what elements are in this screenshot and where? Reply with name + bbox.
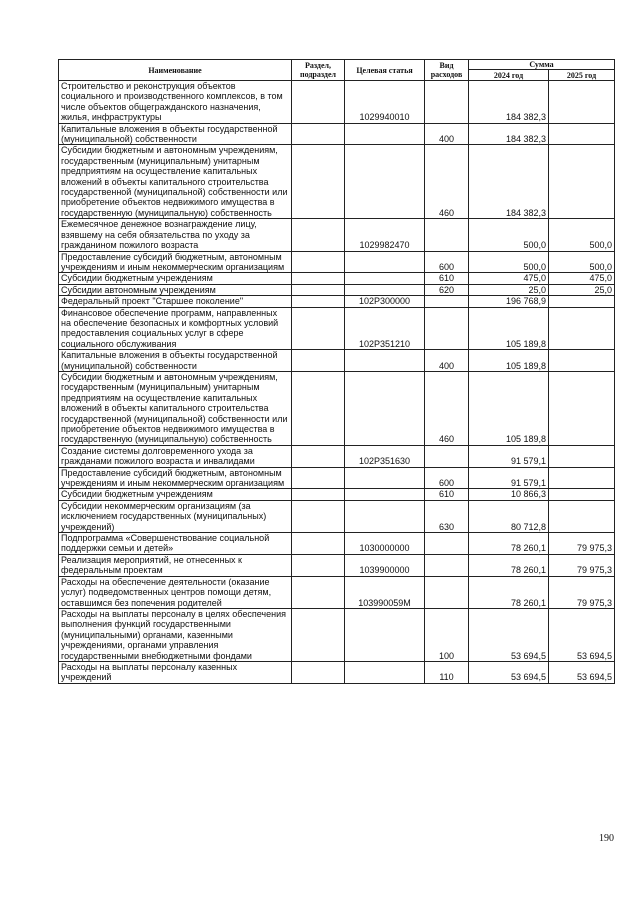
cell-sum-2025: 25,0 — [549, 284, 615, 295]
cell-article — [345, 284, 425, 295]
cell-sum-2024: 91 579,1 — [469, 467, 549, 489]
header-section: Раздел, подраздел — [292, 60, 345, 81]
cell-sum-2025: 79 975,3 — [549, 554, 615, 576]
cell-article: 103990059М — [345, 576, 425, 608]
table-row — [59, 145, 615, 219]
cell-sum-2025 — [549, 467, 615, 489]
cell-article — [345, 123, 425, 145]
cell-name: Предоставление субсидий бюджетным, автономным учреждениям и иным некоммерческим организациям — [59, 467, 292, 489]
cell-name: Субсидии бюджетным учреждениям — [59, 489, 292, 500]
cell-sum-2024: 500,0 — [469, 251, 549, 273]
budget-page — [58, 59, 614, 684]
cell-section — [292, 296, 345, 307]
cell-article: 102P300000 — [345, 296, 425, 307]
cell-name: Расходы на обеспечение деятельности (оказание услуг) подведомственных центров помощи детям, оставшимся без попечения родителей — [59, 576, 292, 608]
cell-sum-2025 — [549, 445, 615, 467]
cell-name: Расходы на выплаты персоналу в целях обеспечения выполнения функций государственными (муниципальными) органами, казенными учреждениями, органами управления государственными внебюджетными фондами — [59, 608, 292, 661]
cell-sum-2025 — [549, 296, 615, 307]
table-row — [59, 661, 615, 683]
cell-section — [292, 608, 345, 661]
cell-expense-type: 620 — [425, 284, 469, 295]
cell-sum-2024: 105 189,8 — [469, 371, 549, 445]
header-expense-type: Вид расходов — [425, 60, 469, 81]
cell-expense-type — [425, 576, 469, 608]
cell-name: Предоставление субсидий бюджетным, автономным учреждениям и иным некоммерческим организациям — [59, 251, 292, 273]
cell-expense-type: 630 — [425, 500, 469, 532]
cell-expense-type — [425, 219, 469, 251]
cell-section — [292, 533, 345, 555]
cell-sum-2025: 500,0 — [549, 251, 615, 273]
header-name: Наименование — [59, 60, 292, 81]
cell-section — [292, 284, 345, 295]
header-sum: Сумма — [469, 60, 615, 70]
cell-article: 102P351630 — [345, 445, 425, 467]
cell-expense-type: 400 — [425, 123, 469, 145]
cell-name: Реализация мероприятий, не отнесенных к федеральным проектам — [59, 554, 292, 576]
cell-expense-type: 610 — [425, 273, 469, 284]
table-row — [59, 123, 615, 145]
table-row — [59, 251, 615, 273]
cell-article: 1039900000 — [345, 554, 425, 576]
cell-sum-2025: 475,0 — [549, 273, 615, 284]
cell-article — [345, 500, 425, 532]
cell-sum-2024: 500,0 — [469, 219, 549, 251]
table-row — [59, 219, 615, 251]
cell-section — [292, 371, 345, 445]
cell-sum-2025 — [549, 145, 615, 219]
table-row — [59, 273, 615, 284]
cell-name: Финансовое обеспечение программ, направленных на обеспечение безопасных и комфортных условий предоставления социальных услуг в сфере социального обслуживания — [59, 307, 292, 350]
cell-section — [292, 273, 345, 284]
table-row — [59, 296, 615, 307]
cell-name: Капитальные вложения в объекты государственной (муниципальной) собственности — [59, 350, 292, 372]
table-row — [59, 350, 615, 372]
cell-expense-type — [425, 81, 469, 124]
cell-sum-2025 — [549, 500, 615, 532]
cell-expense-type: 460 — [425, 145, 469, 219]
table-row — [59, 81, 615, 124]
cell-sum-2025: 53 694,5 — [549, 608, 615, 661]
cell-sum-2025 — [549, 489, 615, 500]
cell-article: 102P351210 — [345, 307, 425, 350]
cell-sum-2024: 53 694,5 — [469, 608, 549, 661]
cell-section — [292, 500, 345, 532]
cell-article: 1030000000 — [345, 533, 425, 555]
cell-section — [292, 576, 345, 608]
cell-expense-type: 400 — [425, 350, 469, 372]
cell-sum-2024: 78 260,1 — [469, 533, 549, 555]
cell-section — [292, 554, 345, 576]
cell-sum-2025 — [549, 371, 615, 445]
cell-article — [345, 273, 425, 284]
table-row — [59, 467, 615, 489]
cell-article — [345, 489, 425, 500]
table-row — [59, 554, 615, 576]
table-header-row — [59, 60, 615, 70]
table-row — [59, 371, 615, 445]
header-article: Целевая статья — [345, 60, 425, 81]
cell-sum-2024: 78 260,1 — [469, 576, 549, 608]
cell-expense-type — [425, 296, 469, 307]
cell-name: Строительство и реконструкция объектов социального и производственного комплексов, в том числе объектов общегражданского назначения, жилья, инфраструктуры — [59, 81, 292, 124]
cell-section — [292, 489, 345, 500]
cell-sum-2024: 91 579,1 — [469, 445, 549, 467]
page-number: 190 — [599, 833, 614, 844]
cell-sum-2025 — [549, 123, 615, 145]
cell-sum-2025: 53 694,5 — [549, 661, 615, 683]
cell-sum-2024: 80 712,8 — [469, 500, 549, 532]
cell-article — [345, 608, 425, 661]
header-year-2025: 2025 год — [549, 70, 615, 81]
cell-expense-type: 610 — [425, 489, 469, 500]
cell-expense-type — [425, 554, 469, 576]
cell-expense-type — [425, 533, 469, 555]
cell-name: Субсидии автономным учреждениям — [59, 284, 292, 295]
cell-name: Субсидии некоммерческим организациям (за исключением государственных (муниципальных) учреждений) — [59, 500, 292, 532]
cell-name: Расходы на выплаты персоналу казенных учреждений — [59, 661, 292, 683]
cell-section — [292, 467, 345, 489]
cell-sum-2025 — [549, 307, 615, 350]
cell-sum-2025: 79 975,3 — [549, 576, 615, 608]
cell-section — [292, 81, 345, 124]
cell-sum-2024: 184 382,3 — [469, 123, 549, 145]
cell-sum-2024: 184 382,3 — [469, 81, 549, 124]
cell-section — [292, 307, 345, 350]
cell-name: Создание системы долговременного ухода за гражданами пожилого возраста и инвалидами — [59, 445, 292, 467]
cell-name: Ежемесячное денежное вознаграждение лицу, взявшему на себя обязательства по уходу за гражданином пожилого возраста — [59, 219, 292, 251]
cell-section — [292, 145, 345, 219]
cell-sum-2024: 475,0 — [469, 273, 549, 284]
cell-expense-type: 110 — [425, 661, 469, 683]
table-row — [59, 445, 615, 467]
cell-section — [292, 251, 345, 273]
cell-article — [345, 661, 425, 683]
cell-expense-type: 600 — [425, 251, 469, 273]
cell-sum-2024: 25,0 — [469, 284, 549, 295]
cell-sum-2025: 500,0 — [549, 219, 615, 251]
cell-sum-2025: 79 975,3 — [549, 533, 615, 555]
table-row — [59, 533, 615, 555]
cell-sum-2024: 53 694,5 — [469, 661, 549, 683]
cell-article — [345, 251, 425, 273]
cell-section — [292, 445, 345, 467]
cell-expense-type — [425, 445, 469, 467]
cell-expense-type: 100 — [425, 608, 469, 661]
cell-sum-2025 — [549, 350, 615, 372]
cell-article — [345, 350, 425, 372]
cell-name: Субсидии бюджетным и автономным учреждениям, государственным (муниципальным) унитарным предприятиям на осуществление капитальных вложений в объекты капитального строительства государственной (муниципальной) собственности или приобретение объектов недвижимого имущества в государственную (муниципальную) собственность — [59, 371, 292, 445]
table-row — [59, 608, 615, 661]
cell-sum-2024: 105 189,8 — [469, 350, 549, 372]
cell-sum-2024: 105 189,8 — [469, 307, 549, 350]
cell-expense-type: 460 — [425, 371, 469, 445]
cell-article — [345, 467, 425, 489]
table-row — [59, 489, 615, 500]
header-year-2024: 2024 год — [469, 70, 549, 81]
cell-sum-2024: 184 382,3 — [469, 145, 549, 219]
cell-sum-2025 — [549, 81, 615, 124]
cell-article: 1029982470 — [345, 219, 425, 251]
table-row — [59, 576, 615, 608]
cell-name: Субсидии бюджетным и автономным учреждениям, государственным (муниципальным) унитарным предприятиям на осуществление капитальных вложений в объекты капитального строительства государственной (муниципальной) собственности или приобретение объектов недвижимого имущества в государственную (муниципальную) собственность — [59, 145, 292, 219]
cell-section — [292, 123, 345, 145]
cell-section — [292, 219, 345, 251]
table-row — [59, 500, 615, 532]
budget-table — [58, 59, 615, 684]
cell-article — [345, 145, 425, 219]
table-row — [59, 284, 615, 295]
table-row — [59, 307, 615, 350]
cell-sum-2024: 78 260,1 — [469, 554, 549, 576]
cell-name: Подпрограмма «Совершенствование социальной поддержки семьи и детей» — [59, 533, 292, 555]
cell-expense-type — [425, 307, 469, 350]
cell-sum-2024: 10 866,3 — [469, 489, 549, 500]
cell-article — [345, 371, 425, 445]
cell-sum-2024: 196 768,9 — [469, 296, 549, 307]
cell-name: Субсидии бюджетным учреждениям — [59, 273, 292, 284]
cell-article: 1029940010 — [345, 81, 425, 124]
cell-name: Федеральный проект "Старшее поколение" — [59, 296, 292, 307]
table-body — [59, 81, 615, 684]
cell-name: Капитальные вложения в объекты государственной (муниципальной) собственности — [59, 123, 292, 145]
cell-section — [292, 350, 345, 372]
cell-section — [292, 661, 345, 683]
cell-expense-type: 600 — [425, 467, 469, 489]
